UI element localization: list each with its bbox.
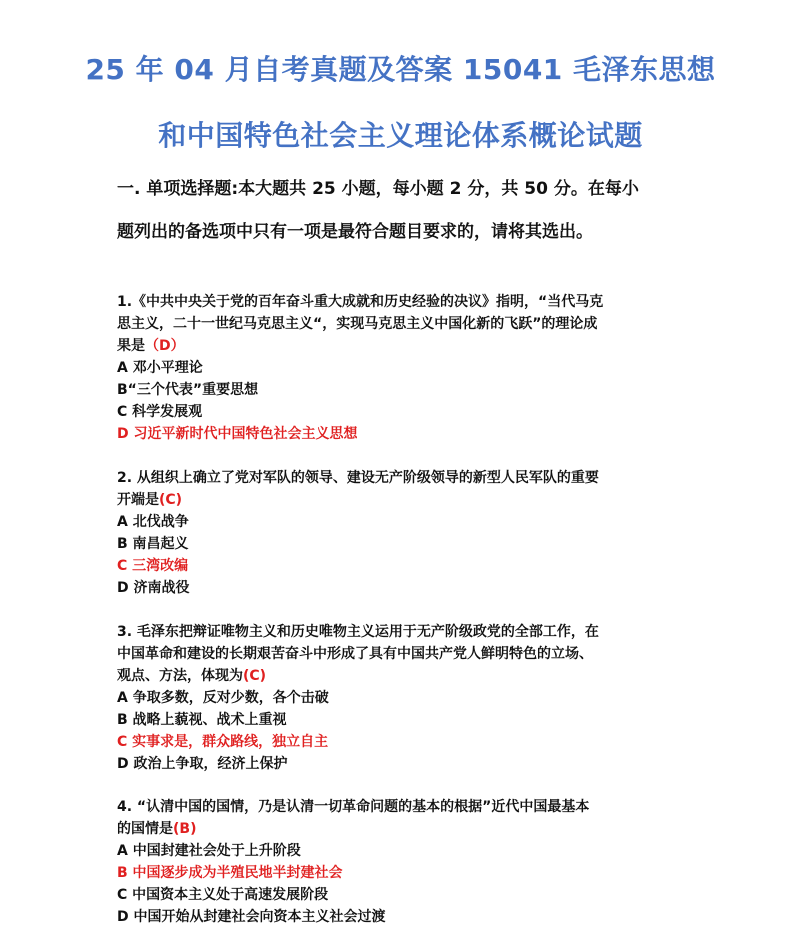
question-1-stem-line-2: 思主义，二十一世纪马克思主义“，实现马克思主义中国化新的飞跃”的理论成 [117, 316, 598, 332]
question-2-option-a: A 北伐战争 [117, 514, 189, 530]
question-4-stem-line-1: 4. “认清中国的国情，乃是认清一切革命问题的基本的根据”近代中国最基本 [117, 799, 590, 815]
question-2-option-c-correct: C 三湾改编 [117, 558, 189, 574]
question-1-stem-line-1: 1.《中共中央关于党的百年奋斗重大成就和历史经验的决议》指明，“当代马克 [117, 294, 604, 310]
question-1-stem-line-3 [117, 335, 717, 357]
question-4 [117, 796, 717, 928]
question-3-stem-tail: 观点、方法，体现为 [117, 668, 243, 684]
question-3-answer: (C) [243, 668, 267, 684]
question-1-option-c: C 科学发展观 [117, 404, 203, 420]
question-4-stem-tail: 的国情是 [117, 821, 173, 837]
question-2-option-b: B 南昌起义 [117, 536, 189, 552]
question-3-option-d: D 政治上争取，经济上保护 [117, 756, 288, 772]
question-3-option-a: A 争取多数，反对少数，各个击破 [117, 690, 329, 706]
question-4-option-c: C 中国资本主义处于高速发展阶段 [117, 887, 329, 903]
document-title-line-1: 25 年 04 月自考真题及答案 15041 毛泽东思想 [85, 53, 716, 86]
document-title-line-2: 和中国特色社会主义理论体系概论试题 [158, 119, 643, 152]
question-2-option-d: D 济南战役 [117, 580, 190, 596]
question-1-option-a: A 邓小平理论 [117, 360, 203, 376]
question-1-option-b: B“三个代表”重要思想 [117, 382, 259, 398]
question-2-answer: (C) [159, 492, 183, 508]
question-3-stem-line-1: 3. 毛泽东把辩证唯物主义和历史唯物主义运用于无产阶级政党的全部工作，在 [117, 624, 599, 640]
question-2-stem-line-1: 2. 从组织上确立了党对军队的领导、建设无产阶级领导的新型人民军队的重要 [117, 470, 599, 486]
question-4-option-b-correct: B 中国逐步成为半殖民地半封建社会 [117, 865, 343, 881]
question-2-stem-tail: 开端是 [117, 492, 159, 508]
question-4-option-a: A 中国封建社会处于上升阶段 [117, 843, 301, 859]
question-4-option-d: D 中国开始从封建社会向资本主义社会过渡 [117, 909, 386, 925]
question-3-stem-line-2: 中国革命和建设的长期艰苦奋斗中形成了具有中国共产党人鲜明特色的立场、 [117, 646, 593, 662]
section-heading-line-2: 题列出的备选项中只有一项是最符合题目要求的，请将其选出。 [117, 222, 593, 242]
question-3-option-b: B 战略上藐视、战术上重视 [117, 712, 287, 728]
question-2 [117, 467, 717, 599]
question-4-answer: (B) [173, 821, 197, 837]
question-3-stem-line-3 [117, 665, 717, 687]
question-4-stem-line-2 [117, 818, 717, 840]
question-1-stem-tail: 果是 [117, 338, 145, 354]
question-1-answer: （D） [145, 338, 185, 354]
question-1-option-d-correct: D 习近平新时代中国特色社会主义思想 [117, 426, 358, 442]
question-3 [117, 621, 717, 775]
question-1 [117, 291, 717, 445]
question-3-option-c-correct: C 实事求是，群众路线，独立自主 [117, 734, 329, 750]
section-heading-line-1: 一. 单项选择题:本大题共 25 小题，每小题 2 分，共 50 分。在每小 [117, 179, 639, 199]
question-2-stem-line-2 [117, 489, 717, 511]
